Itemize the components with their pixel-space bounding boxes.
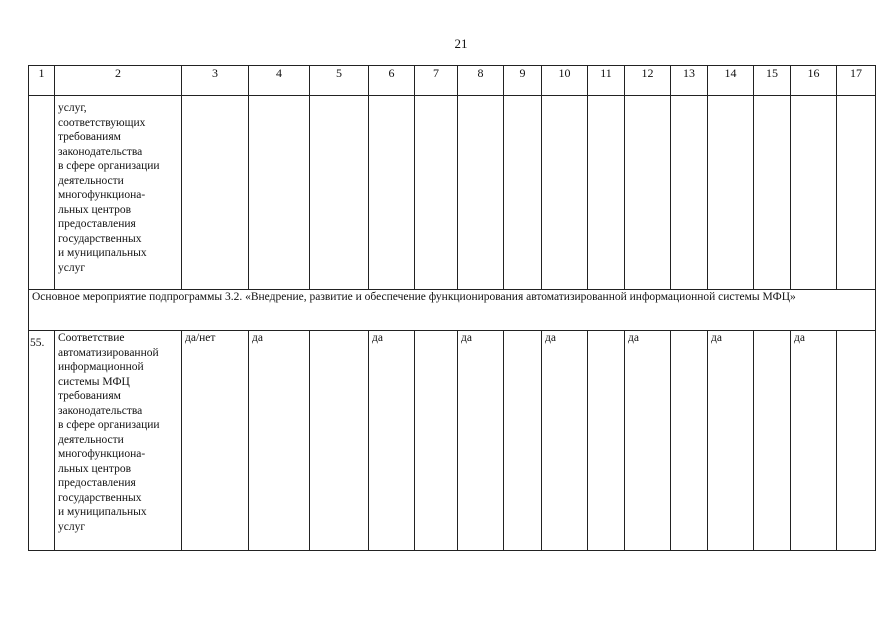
header-cell: 9 <box>504 66 542 96</box>
value-cell: да/нет <box>182 331 249 551</box>
header-cell: 10 <box>542 66 588 96</box>
page-number: 21 <box>454 36 468 51</box>
header-cell: 3 <box>182 66 249 96</box>
value-cell <box>415 331 458 551</box>
header-cell: 7 <box>415 66 458 96</box>
row-number-cell: 55. <box>29 331 55 551</box>
value-cell <box>625 96 671 290</box>
value-cell <box>369 96 415 290</box>
value-cell <box>708 96 754 290</box>
section-heading-row <box>29 290 876 331</box>
header-cell: 6 <box>369 66 415 96</box>
value-cell <box>588 331 625 551</box>
header-cell: 4 <box>249 66 310 96</box>
header-cell: 8 <box>458 66 504 96</box>
table-row <box>29 96 876 290</box>
header-cell: 5 <box>310 66 369 96</box>
value-cell <box>310 96 369 290</box>
header-cell: 17 <box>837 66 876 96</box>
table-header-row <box>29 66 876 96</box>
header-cell: 11 <box>588 66 625 96</box>
indicator-table <box>28 65 876 551</box>
table-row <box>29 331 876 551</box>
value-cell: да <box>791 331 837 551</box>
value-cell: да <box>542 331 588 551</box>
value-cell: да <box>458 331 504 551</box>
header-cell: 2 <box>55 66 182 96</box>
value-cell <box>754 96 791 290</box>
header-cell: 15 <box>754 66 791 96</box>
value-cell: да <box>369 331 415 551</box>
header-cell: 14 <box>708 66 754 96</box>
value-cell <box>588 96 625 290</box>
indicator-description: Соответствие автоматизированной информационной системы МФЦ требованиям законодательства в сфере организации деятельности многофункциона- льных центров предоставления государственных и муниципальных услуг <box>55 331 182 551</box>
value-cell <box>249 96 310 290</box>
section-heading: Основное мероприятие подпрограммы 3.2. «Внедрение, развитие и обеспечение функционирования автоматизированной информационной системы МФЦ» <box>29 290 876 331</box>
value-cell: да <box>249 331 310 551</box>
value-cell <box>310 331 369 551</box>
row-number-cell <box>29 96 55 290</box>
value-cell <box>837 331 876 551</box>
header-cell: 1 <box>29 66 55 96</box>
value-cell <box>791 96 837 290</box>
value-cell <box>837 96 876 290</box>
value-cell <box>504 331 542 551</box>
header-cell: 16 <box>791 66 837 96</box>
value-cell <box>671 96 708 290</box>
value-cell <box>754 331 791 551</box>
value-cell <box>182 96 249 290</box>
header-cell: 12 <box>625 66 671 96</box>
value-cell <box>542 96 588 290</box>
value-cell <box>671 331 708 551</box>
value-cell <box>504 96 542 290</box>
value-cell <box>415 96 458 290</box>
indicator-description: услуг, соответствующих требованиям законодательства в сфере организации деятельности многофункциона- льных центров предоставления государственных и муниципальных услуг <box>55 96 182 290</box>
value-cell: да <box>625 331 671 551</box>
header-cell: 13 <box>671 66 708 96</box>
value-cell <box>458 96 504 290</box>
value-cell: да <box>708 331 754 551</box>
